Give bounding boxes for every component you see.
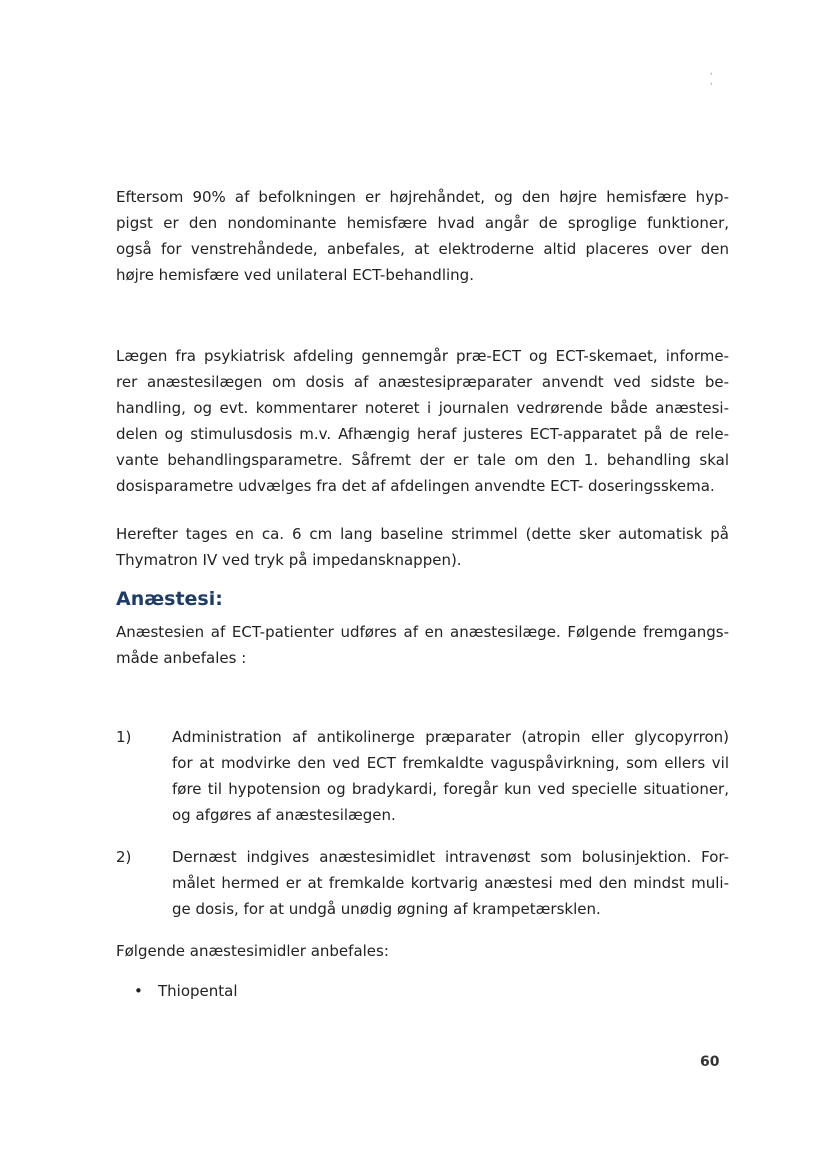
page-number: 60 — [700, 1054, 720, 1070]
paragraph-line: højre hemisfære ved unilateral ECT-behandling. — [116, 266, 474, 284]
item-line: Dernæst indgives anæstesimidlet intravenøst som bolusinjektion. For- — [172, 848, 729, 866]
recommendation-line — [116, 938, 729, 964]
paragraph-line: Thymatron IV ved tryk på impedansknappen). — [116, 551, 462, 569]
paragraph-line: måde anbefales : — [116, 649, 247, 667]
paragraph-line: Følgende anæstesimidler anbefales: — [116, 942, 389, 960]
paragraph-line: Herefter tages en ca. 6 cm lang baseline strimmel (dette sker automatisk på — [116, 525, 729, 543]
paragraph-line: delen og stimulusdosis m.v. Afhængig heraf justeres ECT-apparatet på de rele- — [116, 425, 729, 443]
scan-specks: ' ' — [710, 72, 753, 92]
section-heading: Anæstesi: — [116, 588, 223, 610]
item-text — [172, 844, 729, 922]
item-line: målet hermed er at fremkalde kortvarig anæstesi med den mindst muli- — [172, 874, 729, 892]
paragraph-line: dosisparametre udvælges fra det af afdelingen anvendte ECT- doseringsskema. — [116, 477, 715, 495]
paragraph-line: vante behandlingsparametre. Såfremt der er tale om den 1. behandling skal — [116, 451, 729, 469]
item-text — [172, 724, 729, 828]
paragraph-line: Lægen fra psykiatrisk afdeling gennemgår præ-ECT og ECT-skemaet, informe- — [116, 347, 729, 365]
paragraph-line: Eftersom 90% af befolkningen er højrehåndet, og den højre hemisfære hyp- — [116, 188, 729, 206]
paragraph-line: rer anæstesilægen om dosis af anæstesipræparater anvendt ved sidste be- — [116, 373, 729, 391]
item-number: 1) — [116, 728, 132, 746]
paragraph-baseline — [116, 521, 729, 573]
paragraph-review — [116, 343, 729, 499]
paragraph-line: pigst er den nondominante hemisfære hvad angår de sproglige funktioner, — [116, 214, 729, 232]
item-line: og afgøres af anæstesilægen. — [172, 806, 396, 824]
paragraph-hemisphere — [116, 184, 729, 288]
item-line: føre til hypotension og bradykardi, foregår kun ved specielle situationer, — [172, 780, 729, 798]
section-intro — [116, 619, 729, 671]
bullet-icon: • — [134, 982, 143, 1000]
item-number: 2) — [116, 848, 132, 866]
bullet-text: Thiopental — [158, 982, 238, 1000]
paragraph-line: også for venstrehåndede, anbefales, at elektroderne altid placeres over den — [116, 240, 729, 258]
item-line: ge dosis, for at undgå unødig øgning af krampetærsklen. — [172, 900, 601, 918]
item-line: for at modvirke den ved ECT fremkaldte vaguspåvirkning, som ellers vil — [172, 754, 729, 772]
paragraph-line: Anæstesien af ECT-patienter udføres af en anæstesilæge. Følgende fremgangs- — [116, 623, 729, 641]
paragraph-line: handling, og evt. kommentarer noteret i journalen vedrørende både anæstesi- — [116, 399, 729, 417]
item-line: Administration af antikolinerge præparater (atropin eller glycopyrron) — [172, 728, 729, 746]
